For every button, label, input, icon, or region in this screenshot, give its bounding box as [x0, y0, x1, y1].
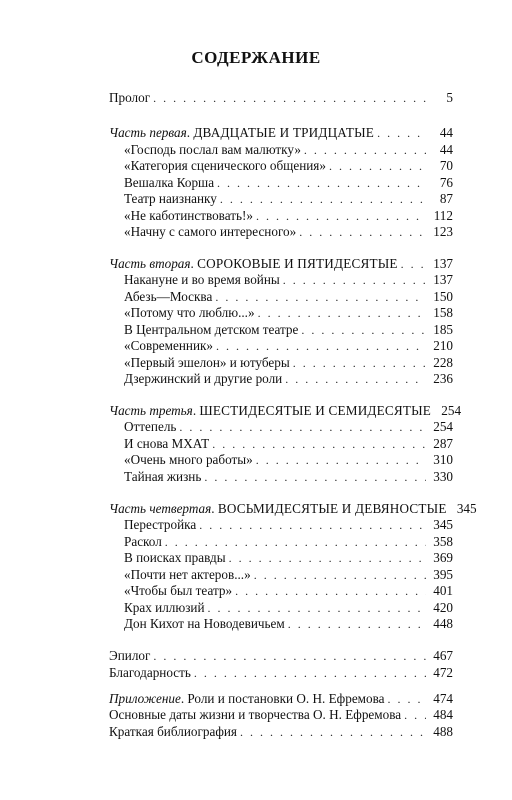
leader-dots: [179, 418, 426, 436]
toc-page-number: 474: [433, 691, 453, 706]
toc-entry-prologue[interactable]: [109, 89, 453, 107]
part-name: ШЕСТИДЕСЯТЫЕ И СЕМИДЕСЯТЫЕ: [199, 403, 432, 418]
part-label: Часть четвертая: [109, 501, 212, 516]
leader-dots: [240, 723, 426, 741]
chapter-title: Тайная жизнь: [124, 469, 202, 484]
chapter-title: Оттепель: [124, 419, 177, 434]
toc-page-number: 137: [433, 272, 453, 287]
toc-chapter[interactable]: [124, 516, 453, 534]
toc-page-number: 472: [433, 665, 453, 680]
toc-chapter[interactable]: [124, 304, 453, 322]
toc-chapter[interactable]: [124, 418, 453, 436]
toc-chapter[interactable]: [124, 549, 453, 567]
toc-entry-label: Благодарность: [109, 665, 191, 680]
toc-page-number: 345: [433, 517, 453, 532]
chapter-title: Театр наизнанку: [124, 191, 217, 206]
toc-entry-label: Основные даты жизни и творчества О. Н. Ефремова: [109, 707, 402, 722]
toc-entry-label: Краткая библиография: [109, 724, 237, 739]
toc-page-number: 358: [433, 534, 453, 549]
leader-dots: [194, 664, 426, 682]
part-name: ВОСЬМИДЕСЯТЫЕ И ДЕВЯНОСТЫЕ: [217, 501, 447, 516]
toc-page-number: 484: [433, 707, 453, 722]
chapter-title: «Почти нет актеров...»: [124, 567, 251, 582]
toc-page-number: 395: [433, 567, 453, 582]
leader-dots: [229, 549, 426, 567]
leader-dots: [258, 304, 426, 322]
toc-entry-bibliography[interactable]: [109, 723, 453, 741]
leader-dots: [235, 582, 426, 600]
toc-chapter[interactable]: [124, 370, 453, 388]
toc-page-number: 76: [439, 175, 453, 190]
leader-dots: [329, 157, 426, 175]
toc-page-number: 254: [441, 403, 462, 418]
toc-entry-epilogue[interactable]: [109, 647, 453, 665]
toc-part-3[interactable]: Часть третья. ШЕСТИДЕСЯТЫЕ И СЕМИДЕСЯТЫЕ 254: [109, 403, 462, 418]
part-label: Часть третья: [109, 403, 193, 418]
toc-chapter[interactable]: [124, 451, 453, 469]
toc-page-number: 137: [433, 256, 453, 271]
chapter-title: «Господь послал вам малютку»: [124, 142, 301, 157]
toc-chapter[interactable]: [124, 337, 453, 355]
appendix-text: Роли и постановки О. Н. Ефремова: [187, 691, 385, 706]
chapter-title: Дзержинский и другие роли: [124, 371, 283, 386]
chapter-title: Перестройка: [124, 517, 197, 532]
toc-page-number: 210: [433, 338, 453, 353]
chapter-title: «Потому что люблю...»: [124, 305, 255, 320]
leader-dots: [220, 190, 426, 208]
leader-dots: [153, 647, 426, 665]
chapter-title: «Современник»: [124, 338, 214, 353]
toc-chapter[interactable]: [124, 223, 453, 241]
toc-page-number: 158: [433, 305, 453, 320]
toc-part-2[interactable]: Часть вторая. СОРОКОВЫЕ И ПЯТИДЕСЯТЫЕ . . . 137: [109, 255, 453, 273]
toc-part-4[interactable]: Часть четвертая. ВОСЬМИДЕСЯТЫЕ И ДЕВЯНОСТЫЕ 345: [109, 501, 477, 516]
leader-dots: [256, 451, 426, 469]
part-label: Часть вторая: [109, 256, 191, 271]
toc-page-number: 467: [433, 648, 453, 663]
toc-page-number: 185: [433, 322, 453, 337]
leader-dots: [377, 124, 426, 142]
leader-dots: [204, 468, 426, 486]
toc-page-number: 112: [433, 208, 453, 223]
toc-page-number: 488: [433, 724, 453, 739]
appendix-label: Приложение: [109, 691, 181, 706]
chapter-title: В поисках правды: [124, 550, 226, 565]
toc-chapter[interactable]: [124, 190, 453, 208]
leader-dots: [216, 337, 426, 355]
leader-dots: [285, 370, 426, 388]
toc-page-number: 44: [439, 142, 453, 157]
part-name: СОРОКОВЫЕ И ПЯТИДЕСЯТЫЕ: [197, 256, 398, 271]
chapter-title: И снова МХАТ: [124, 436, 210, 451]
toc-chapter[interactable]: [124, 468, 453, 486]
leader-dots: [153, 89, 426, 107]
leader-dots: [288, 615, 426, 633]
leader-dots: [283, 271, 426, 289]
toc-page-number: 70: [439, 158, 453, 173]
toc-page-number: 401: [433, 583, 453, 598]
toc-chapter[interactable]: [124, 582, 453, 600]
toc-page-number: 369: [433, 550, 453, 565]
toc-page-number: 448: [433, 616, 453, 631]
toc-page-number: 330: [433, 469, 453, 484]
part-label: Часть первая: [109, 125, 187, 140]
chapter-title: «Первый эшелон» и ютуберы: [124, 355, 290, 370]
toc-entry-appendix[interactable]: Приложение. Роли и постановки О. Н. Ефремова . . . 474: [109, 690, 453, 708]
chapter-title: «Начну с самого интересного»: [124, 224, 297, 239]
chapter-title: Дон Кихот на Новодевичьем: [124, 616, 285, 631]
toc-page-number: 87: [439, 191, 453, 206]
toc-page-number: 5: [446, 90, 453, 105]
toc-page-number: 228: [433, 355, 453, 370]
toc-chapter[interactable]: [124, 615, 453, 633]
chapter-title: Абезь—Москва: [124, 289, 213, 304]
toc-entry-dates[interactable]: [109, 706, 453, 724]
toc-page-number: 150: [433, 289, 453, 304]
chapter-title: Раскол: [124, 534, 162, 549]
toc-part-1[interactable]: Часть первая. ДВАДЦАТЫЕ И ТРИДЦАТЫЕ . . . 44: [109, 124, 453, 142]
toc-chapter[interactable]: [124, 271, 453, 289]
toc-page-number: 236: [433, 371, 453, 386]
chapter-title: Крах иллюзий: [124, 600, 205, 615]
leader-dots: [299, 223, 426, 241]
toc-page-number: 254: [433, 419, 453, 434]
leader-dots: [404, 706, 426, 724]
toc-page-number: 287: [433, 436, 453, 451]
toc-chapter[interactable]: [124, 157, 453, 175]
page-title: СОДЕРЖАНИЕ: [191, 48, 321, 67]
toc-page-number: 310: [433, 452, 453, 467]
toc-page-number: 345: [456, 501, 477, 516]
chapter-title: В Центральном детском театре: [124, 322, 299, 337]
chapter-title: «Чтобы был театр»: [124, 583, 233, 598]
chapter-title: «Не каботинствовать!»: [124, 208, 254, 223]
toc-entry-thanks[interactable]: [109, 664, 453, 682]
leader-dots: [199, 516, 426, 534]
toc-page-number: 44: [439, 125, 453, 140]
chapter-title: Вешалка Корша: [124, 175, 215, 190]
toc-page-number: 123: [433, 224, 453, 239]
chapter-title: «Очень много работы»: [124, 452, 253, 467]
toc-page-number: 420: [433, 600, 453, 615]
toc-entry-label: Эпилог: [109, 648, 151, 663]
chapter-title: «Категория сценического общения»: [124, 158, 326, 173]
toc-entry-label: Пролог: [109, 90, 151, 105]
chapter-title: Накануне и во время войны: [124, 272, 280, 287]
part-name: ДВАДЦАТЫЕ И ТРИДЦАТЫЕ: [193, 125, 375, 140]
